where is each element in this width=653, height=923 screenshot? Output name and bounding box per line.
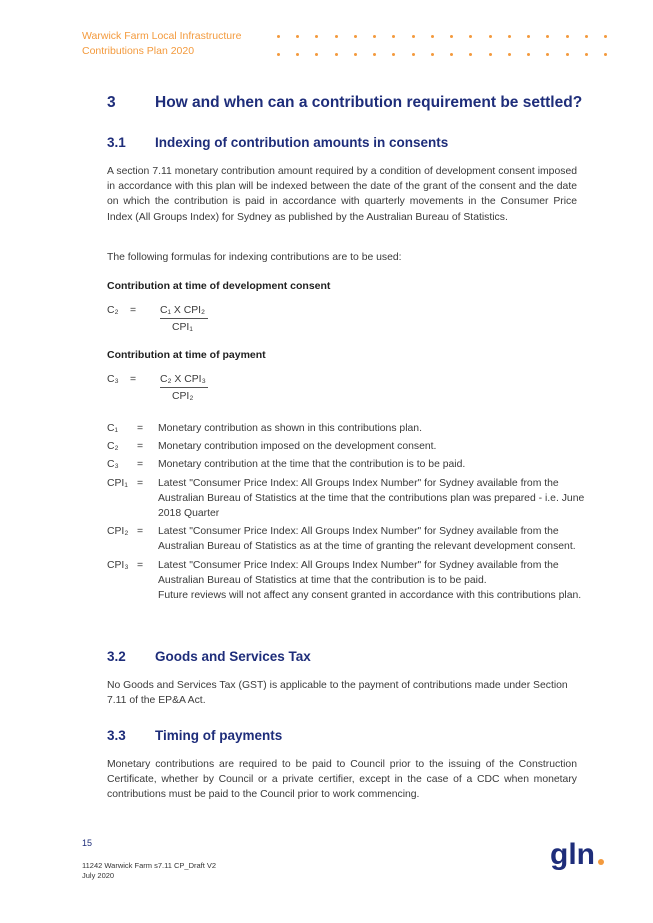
definition-text: Latest "Consumer Price Index: All Groups Index Number" for Sydney available from the Australian Bureau of Statistics at the time that the contributions plan was prepared - i.e. June 2018 Quarter	[158, 477, 585, 520]
definition-term: C₃	[107, 459, 119, 471]
header-dot	[585, 53, 588, 56]
definition-term: CPI₂	[107, 526, 129, 538]
formula-equals: =	[130, 305, 137, 316]
header-dot-pattern	[277, 27, 607, 63]
header-dot	[508, 35, 511, 38]
running-header	[82, 29, 241, 59]
definition-equals: =	[137, 423, 144, 434]
header-dot	[296, 35, 299, 38]
header-dot	[373, 35, 376, 38]
formula-2-heading: Contribution at time of payment	[107, 349, 266, 361]
timing-paragraph: Monetary contributions are required to be paid to Council prior to the issuing of the Construction Certificate, whether by Council or a private certifier, except in the case of a CDC when monetary contributions must be paid to the Council prior to work commencing.	[107, 759, 577, 801]
logo-dot	[598, 859, 604, 865]
section-number: 3	[107, 94, 116, 111]
definition-term: C₂	[107, 441, 119, 453]
header-dot	[546, 53, 549, 56]
gst-paragraph: No Goods and Services Tax (GST) is applicable to the payment of contributions made under Section 7.11 of the EP&A Act.	[107, 680, 568, 707]
header-dot	[604, 53, 607, 56]
definition-item	[107, 558, 587, 604]
header-dot	[354, 35, 357, 38]
header-dot	[489, 53, 492, 56]
section-title: Timing of payments	[155, 728, 283, 743]
header-dot	[585, 35, 588, 38]
formula-equals: =	[130, 374, 137, 385]
definition-text: Monetary contribution imposed on the development consent.	[158, 441, 437, 453]
header-dot	[277, 53, 280, 56]
section-3-3-heading	[107, 728, 282, 743]
indexing-paragraph: A section 7.11 monetary contribution amount required by a condition of development consent imposed in accordance with this plan will be indexed between the date of the grant of the consent and the date on which the contribution is paid in accordance with quarterly movements in the Consumer Price Index (All Groups Index) for Sydney as published by the Australian Bureau of Statistics.	[107, 166, 577, 223]
formula-numerator: C₁ X CPI₂	[160, 305, 208, 319]
header-dot	[604, 35, 607, 38]
header-dot	[392, 35, 395, 38]
gln-logo	[548, 838, 608, 878]
section-3-1-heading	[107, 135, 448, 150]
definition-item	[107, 457, 587, 472]
formula-1-heading: Contribution at time of development consent	[107, 280, 331, 292]
header-dot	[392, 53, 395, 56]
formula-denominator: CPI₂	[172, 391, 194, 402]
header-dot	[450, 53, 453, 56]
definition-equals: =	[137, 477, 144, 489]
header-dot	[277, 35, 280, 38]
header-dot	[527, 53, 530, 56]
section-number: 3.2	[107, 649, 126, 664]
header-dot	[508, 53, 511, 56]
header-line-2: Contributions Plan 2020	[82, 45, 195, 57]
formula-numerator: C₂ X CPI₃	[160, 374, 208, 388]
definition-equals: =	[137, 459, 144, 471]
section-title: How and when can a contribution requirement be settled?	[155, 94, 583, 111]
section-number: 3.3	[107, 728, 126, 743]
header-dot	[354, 53, 357, 56]
definition-text: Monetary contribution as shown in this contributions plan.	[158, 423, 422, 434]
definition-text	[158, 558, 587, 604]
header-dot	[315, 35, 318, 38]
header-dot	[546, 35, 549, 38]
definition-text: Monetary contribution at the time that the contribution is to be paid.	[158, 459, 466, 471]
section-title: Goods and Services Tax	[155, 649, 311, 664]
header-dot	[431, 35, 434, 38]
section-number: 3.1	[107, 135, 126, 150]
formula-lhs: C₃	[107, 374, 119, 385]
section-3-2-heading	[107, 649, 311, 664]
document-reference: 11242 Warwick Farm s7.11 CP_Draft V2	[82, 861, 217, 870]
definition-equals: =	[137, 526, 144, 538]
definition-item	[107, 439, 587, 454]
header-dot	[527, 35, 530, 38]
formulas-intro: The following formulas for indexing contributions are to be used:	[107, 252, 402, 263]
section-3-heading	[107, 94, 582, 112]
header-dot	[566, 53, 569, 56]
document-date: July 2020	[82, 871, 115, 880]
footer-info	[82, 861, 216, 881]
definition-term: C₁	[107, 423, 119, 434]
definition-text-note: Future reviews will not affect any consent granted in accordance with this contributions plan.	[158, 590, 582, 602]
definition-term: CPI₃	[107, 559, 129, 571]
header-dot	[489, 35, 492, 38]
header-dot	[412, 53, 415, 56]
header-dot	[296, 53, 299, 56]
header-dot	[566, 35, 569, 38]
formula-denominator: CPI₁	[172, 322, 193, 333]
page-number: 15	[82, 838, 93, 848]
logo-wordmark: gln	[550, 838, 595, 871]
header-dot	[373, 53, 376, 56]
definitions-list	[107, 421, 587, 606]
header-dot	[412, 35, 415, 38]
header-dot	[315, 53, 318, 56]
formula-lhs: C₂	[107, 305, 119, 316]
section-title: Indexing of contribution amounts in consents	[155, 135, 449, 150]
header-dot	[469, 35, 472, 38]
definition-text-main: Latest "Consumer Price Index: All Groups Index Number" for Sydney available from the Australian Bureau of Statistics at time that the contribution is to be paid.	[158, 559, 559, 586]
definition-term: CPI₁	[107, 477, 128, 489]
definition-equals: =	[137, 441, 144, 453]
definition-text: Latest "Consumer Price Index: All Groups Index Number" for Sydney available from the Australian Bureau of Statistics as at the time of granting the relevant development consent.	[158, 526, 576, 553]
header-dot	[450, 35, 453, 38]
definition-item	[107, 524, 587, 554]
header-dot	[469, 53, 472, 56]
header-dot	[335, 53, 338, 56]
definition-item	[107, 476, 587, 522]
header-dot	[335, 35, 338, 38]
header-dot	[431, 53, 434, 56]
definition-item	[107, 421, 587, 436]
header-line-1: Warwick Farm Local Infrastructure	[82, 30, 242, 42]
definition-equals: =	[137, 559, 144, 571]
